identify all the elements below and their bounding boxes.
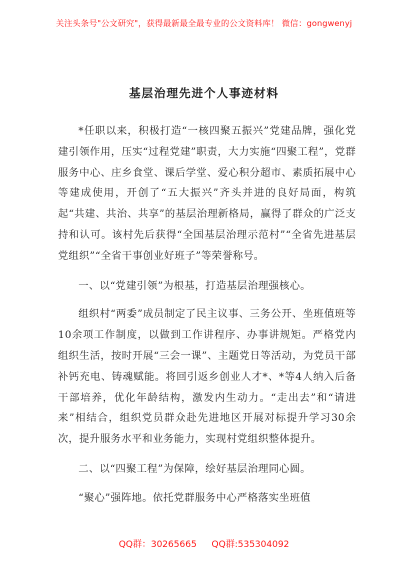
header-promo: 关注头条号"公文研究"，获得最新最全最专业的公文资料库！ 微信：gongwenyj xyxy=(55,18,353,28)
paragraph-section-1: 组织村“两委”成员制定了民主议事、三务公开、坐班值班等10余项工作制度，以做到工作讲程序、办事讲规矩。严格党内组织生活，按时开展“三会一课”、主题党日等活动，为党员干部补钙充电、铸魂赋能。将回引返乡创业人才*、*等4人纳入后备干部培养，优化年龄结构，激发内生动力。“走出去”和“请进来”相结合，组织党员群众赴先进地区开展对标提升学习30余次，提升服务水平和业务能力，实现村党组织整体提升。 xyxy=(58,309,356,446)
footer-qq-group-1: QQ群：30265665 xyxy=(118,540,197,550)
paragraph-section-2: “聚心”强阵地。依托党群服务中心严格落实坐班值 xyxy=(78,492,311,504)
section-heading-1: 一、以“党建引领”为根基，打造基层治理强核心。 xyxy=(78,280,311,292)
section-heading-2: 二、以“四聚工程”为保障，绘好基层治理同心圆。 xyxy=(78,463,311,475)
footer-qq-group-2: QQ群:535304092 xyxy=(211,540,290,550)
document-title: 基层治理先进个人事迹材料 xyxy=(129,86,279,100)
document-body xyxy=(58,122,356,519)
footer-qq-groups xyxy=(0,537,408,550)
paragraph-intro: *任职以来，积极打造“一核四聚五振兴”党建品牌，强化党建引领作用，压实“过程党建”职责，大力实施“四聚工程”，党群服务中心、庄乡食堂、课后学堂、爱心积分超市、素质拓展中心等建成使用，开创了“五大振兴”齐头并进的良好局面，构筑起“共建、共治、共享”的基层治理新格局，赢得了群众的广泛支持和认可。该村先后获得“全国基层治理示范村”“全省先进基层党组织”“全省干事创业好班子”等荣誉称号。 xyxy=(58,126,356,262)
